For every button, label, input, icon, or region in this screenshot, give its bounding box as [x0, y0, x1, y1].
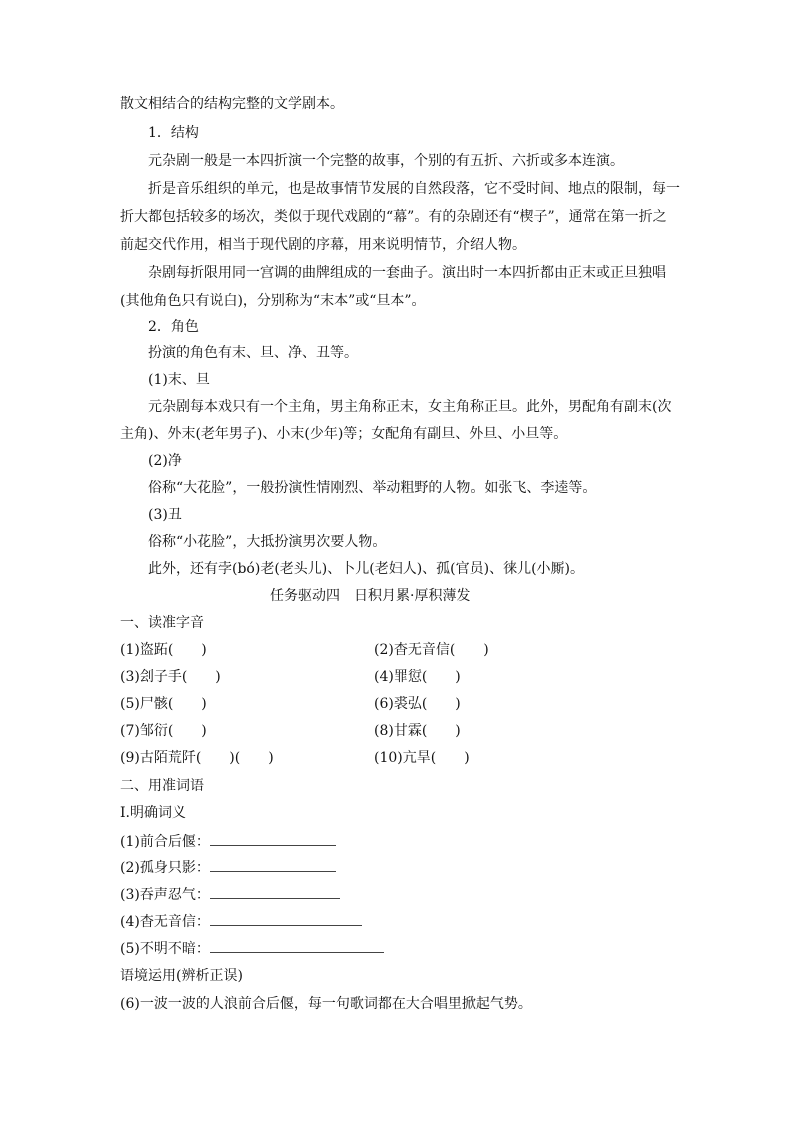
text-line: 折是音乐组织的单元，也是故事情节发展的自然段落，它不受时间、地点的限制，每一 — [148, 181, 680, 197]
text-line: 前起交代作用，相当于现代剧的序幕，用来说明情节，介绍人物。 — [120, 237, 526, 253]
roles-heading: 2．角色 — [148, 319, 199, 335]
pronunciation-item: (2)杳无音信( ) — [374, 642, 489, 658]
text-line: (其他角色只有说白)，分别称为“末本”或“旦本”。 — [120, 293, 426, 309]
pronunciation-item: (5)尸骸( ) — [120, 696, 207, 712]
context-heading: 语境运用(辨析正误) — [120, 968, 243, 984]
answer-blank[interactable] — [210, 913, 362, 926]
task-title: 任务驱动四 日积月累·厚积薄发 — [270, 588, 471, 604]
text-line: 主角)、外末(老年男子)、小末(少年)等；女配角有副旦、外旦、小旦等。 — [120, 426, 568, 442]
answer-blank[interactable] — [210, 940, 384, 953]
sub-heading: Ⅰ.明确词义 — [120, 805, 186, 821]
context-question: (6)一波一波的人浪前合后偃，每一句歌词都在大合唱里掀起气势。 — [120, 996, 532, 1012]
word-label: (5)不明不暗： — [120, 941, 210, 957]
role-heading: (3)丑 — [148, 507, 182, 523]
role-heading: (2)净 — [148, 453, 182, 469]
role-heading: (1)末、旦 — [148, 372, 210, 388]
text-line: 扮演的角色有末、旦、净、丑等。 — [148, 345, 358, 361]
text-line: 散文相结合的结构完整的文学剧本。 — [120, 96, 344, 112]
text-line: 此外，还有孛(bó)老(老头儿)、卜儿(老妇人)、孤(官员)、徕儿(小厮)。 — [148, 561, 585, 577]
pronunciation-item: (3)刽子手( ) — [120, 669, 221, 685]
word-item — [120, 913, 362, 931]
pronunciation-item: (6)裘弘( ) — [374, 696, 461, 712]
word-item — [120, 833, 336, 851]
answer-blank[interactable] — [210, 886, 340, 899]
word-item — [120, 940, 384, 958]
text-line: 俗称“小花脸”，大抵扮演男次要人物。 — [148, 534, 387, 550]
word-label: (3)吞声忍气： — [120, 887, 210, 903]
structure-heading: 1．结构 — [148, 125, 199, 141]
word-label: (2)孤身只影： — [120, 860, 210, 876]
text-line: 俗称“大花脸”，一般扮演性情刚烈、举动粗野的人物。如张飞、李逵等。 — [148, 480, 597, 496]
answer-blank[interactable] — [210, 859, 336, 872]
word-label: (4)杳无音信： — [120, 914, 210, 930]
pronunciation-item: (1)盗跖( ) — [120, 642, 207, 658]
word-item — [120, 859, 336, 877]
word-item — [120, 886, 340, 904]
pronunciation-item: (9)古陌荒阡( )( ) — [120, 750, 274, 766]
answer-blank[interactable] — [210, 833, 336, 846]
pronunciation-item: (7)邹衍( ) — [120, 723, 207, 739]
text-line: 杂剧每折限用同一宫调的曲牌组成的一套曲子。演出时一本四折都由正末或正旦独唱 — [148, 265, 666, 281]
pronunciation-item: (8)甘霖( ) — [374, 723, 461, 739]
text-line: 折大都包括较多的场次，类似于现代戏剧的“幕”。有的杂剧还有“楔子”，通常在第一折之 — [120, 209, 667, 225]
section-heading: 二、用准词语 — [120, 778, 204, 794]
pronunciation-item: (10)亢旱( ) — [374, 750, 470, 766]
section-heading: 一、读准字音 — [120, 615, 204, 631]
pronunciation-item: (4)罪愆( ) — [374, 669, 461, 685]
word-label: (1)前合后偃： — [120, 834, 210, 850]
text-line: 元杂剧一般是一本四折演一个完整的故事，个别的有五折、六折或多本连演。 — [148, 153, 624, 169]
text-line: 元杂剧每本戏只有一个主角，男主角称正末，女主角称正旦。此外，男配角有副末(次 — [148, 399, 672, 415]
